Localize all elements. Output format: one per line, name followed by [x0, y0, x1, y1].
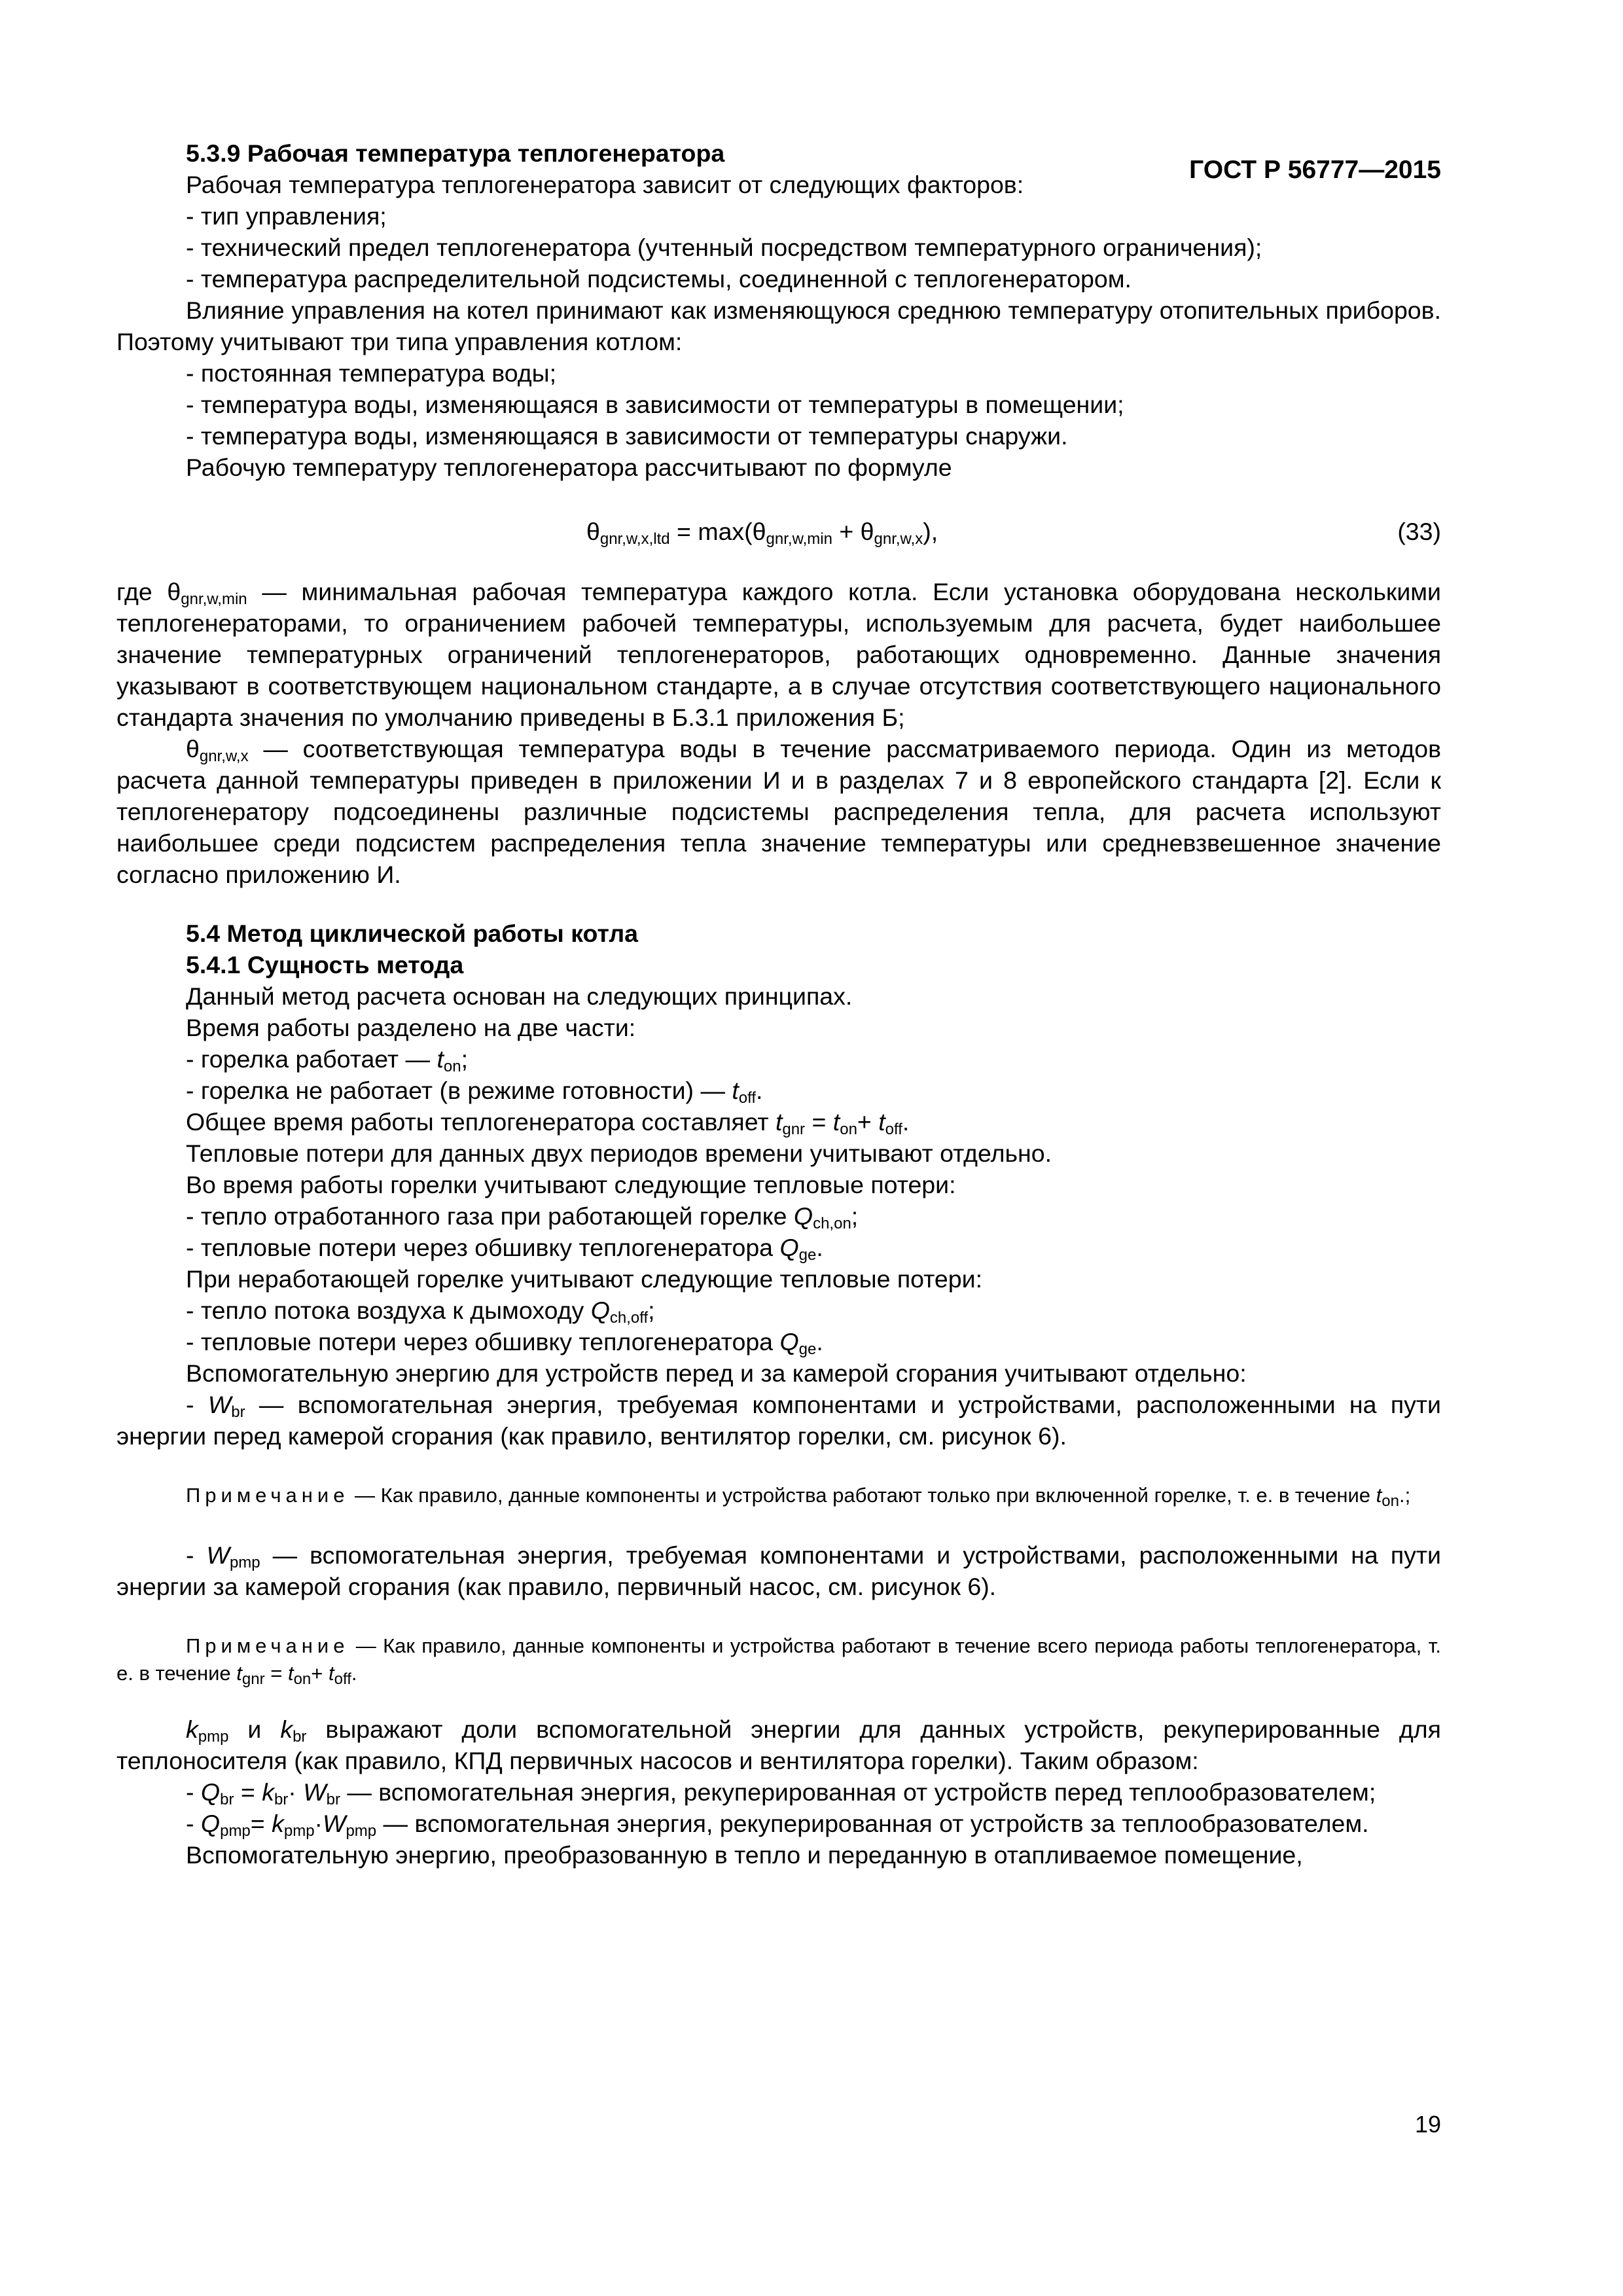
page-number: 19 [1414, 2111, 1441, 2138]
document-id: ГОСТ Р 56777—2015 [1189, 156, 1441, 184]
paragraph: Влияние управления на котел принимают как изменяющуюся среднюю температуру отопительных приборов. Поэтому учитывают три типа управления котлом: [116, 296, 1441, 355]
list-item: - горелка работает — $t_{on}$; [186, 1045, 468, 1075]
paragraph: Вспомогательную энергию для устройств перед и за камерой сгорания учитывают отдельно: [186, 1359, 1247, 1387]
paragraph: При неработающей горелке учитывают следующие тепловые потери: [186, 1265, 983, 1293]
section-heading-5-4-1: 5.4.1 Сущность метода [186, 951, 464, 978]
paragraph: Данный метод расчета основан на следующих принципах. [186, 982, 853, 1010]
list-item: - постоянная температура воды; [186, 359, 557, 387]
list-item: - технический предел теплогенератора (учтенный посредством температурного ограничения); [186, 234, 1262, 261]
list-item: - тепло отработанного газа при работающей горелке $Q_{ch,on}$; [186, 1202, 859, 1232]
formula-expression: $\theta_{gnr,w,x,ltd} = \max(\theta_{gnr,w,min} + \theta_{gnr,w,x})$, [586, 518, 938, 548]
paragraph: Вспомогательную энергию, преобразованную в тепло и переданную в отапливаемое помещение, [186, 1841, 1303, 1869]
note-2: Примечание — Как правило, данные компоненты и устройства работают в течение всего периода работы теплогенератора, т. е. в течение $t_{gnr} = t_{on}+ t_{off}$. [116, 1634, 1441, 1688]
paragraph: Во время работы горелки учитывают следующие тепловые потери: [186, 1171, 956, 1198]
list-item: - температура воды, изменяющаяся в зависимости от температуры снаружи. [186, 422, 1068, 450]
definition-q-pmp: - $Q_{pmp}= k_{pmp}\cdot W_{pmp}$ — вспомогательная энергия, рекуперированная от устройств за теплообразователем. [186, 1810, 1369, 1840]
list-item: - горелка не работает (в режиме готовности) — $t_{off}$. [186, 1077, 763, 1107]
formula-number: (33) [1397, 518, 1441, 545]
paragraph: Рабочую температуру теплогенератора рассчитывают по формуле [186, 454, 952, 481]
list-item: - температура воды, изменяющаяся в зависимости от температуры в помещении; [186, 391, 1124, 418]
note-1: Примечание — Как правило, данные компоненты и устройства работают только при включенной горелке, т. е. в течение $t_{on}$.; [186, 1484, 1411, 1510]
list-item: - тепловые потери через обшивку теплогенератора $Q_{ge}$. [186, 1328, 823, 1358]
list-item: - тепловые потери через обшивку теплогенератора $Q_{ge}$. [186, 1234, 823, 1264]
paragraph: Тепловые потери для данных двух периодов времени учитывают отдельно. [186, 1139, 1052, 1167]
formula-33 [116, 516, 1441, 547]
paragraph: $k_{pmp}$ и $k_{br}$ выражают доли вспомогательной энергии для данных устройств, рекуперированные для теплоносителя (как правило, КПД первичных насосов и вентилятора горелки). Таким образом: [116, 1715, 1441, 1774]
page-body [116, 137, 1441, 1871]
paragraph: Время работы разделено на две части: [186, 1014, 636, 1041]
list-item: - температура распределительной подсистемы, соединенной с теплогенератором. [186, 265, 1132, 293]
section-heading-5-3-9: 5.3.9 Рабочая температура теплогенератора [186, 139, 725, 167]
paragraph: Рабочая температура теплогенератора зависит от следующих факторов: [186, 171, 1024, 198]
section-heading-5-4: 5.4 Метод циклической работы котла [186, 920, 639, 947]
list-item: - тип управления; [186, 202, 387, 230]
list-item: - тепло потока воздуха к дымоходу $Q_{ch,off}$; [186, 1297, 655, 1327]
definition-theta-min: где $\theta_{gnr,w,min}$ — минимальная рабочая температура каждого котла. Если установка оборудована несколькими теплогенераторами, то ограничением рабочей температуры, используемым для расчета, будет наибольшее значение температурных ограничений теплогенераторов, работающих одновременно. Данные значения указывают в соответствующем национальном стандарте, а в случае отсутствия соответствующего национального стандарта значения по умолчанию приведены в Б.3.1 приложения Б; [116, 578, 1442, 731]
definition-w-pmp: - $W_{pmp}$ — вспомогательная энергия, требуемая компонентами и устройствами, расположенными на пути энергии за камерой сгорания (как правило, первичный насос, см. рисунок 6). [116, 1541, 1441, 1600]
definition-q-br: - $Q_{br} = k_{br}\cdot W_{br}$ — вспомогательная энергия, рекуперированная от устройств перед теплообразователем; [186, 1778, 1376, 1808]
paragraph: Общее время работы теплогенератора составляет $t_{gnr} = t_{on}+ t_{off}$. [186, 1108, 910, 1138]
definition-w-br: - $W_{br}$ — вспомогательная энергия, требуемая компонентами и устройствами, расположенными на пути энергии перед камерой сгорания (как правило, вентилятор горелки, см. рисунок 6). [116, 1391, 1441, 1450]
definition-theta-x: $\theta_{gnr,w,x}$ — соответствующая температура воды в течение рассматриваемого периода. Один из методов расчета данной температуры приведен в приложении И и в разделах 7 и 8 европейского стандарта [2]. Если к теплогенератору подсоединены различные подсистемы распределения тепла, для расчета используют наибольшее среди подсистем распределения тепла значение температуры или средневзвешенное значение согласно приложению И. [116, 735, 1441, 888]
